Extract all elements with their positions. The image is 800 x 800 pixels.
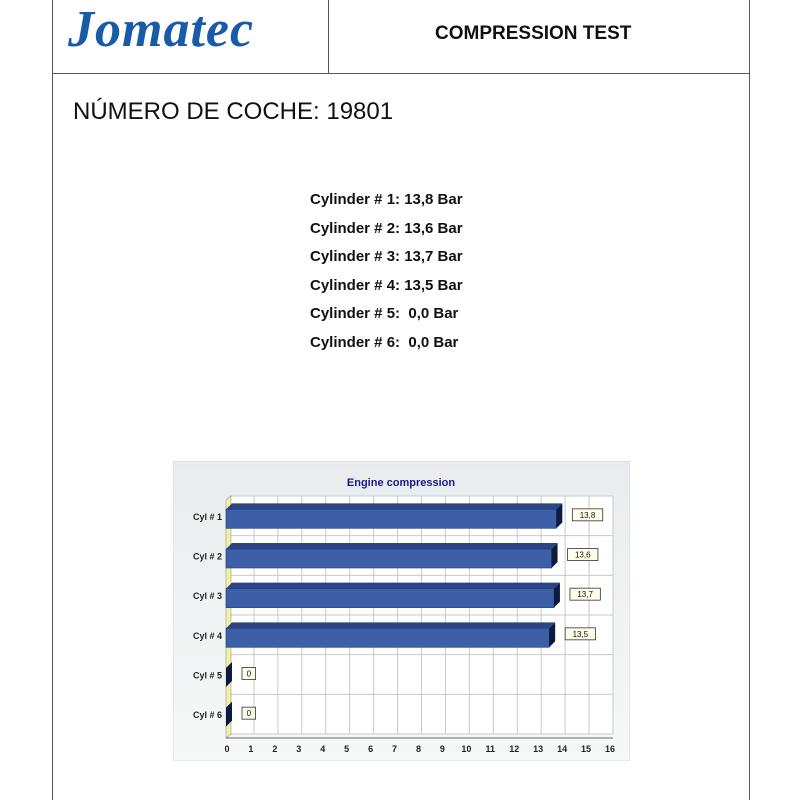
bar-top <box>226 543 558 549</box>
y-category-label: Cyl # 4 <box>192 630 222 641</box>
chart-svg <box>173 461 630 761</box>
cylinder-reading: Cylinder # 6: 0,0 Bar <box>310 333 459 351</box>
x-tick-label: 2 <box>272 744 278 754</box>
report-title: COMPRESSION TEST <box>435 23 632 44</box>
x-tick-label: 12 <box>509 744 520 754</box>
x-tick-label: 1 <box>248 744 254 754</box>
y-category-label: Cyl # 6 <box>192 710 222 721</box>
x-tick-label: 8 <box>415 744 422 754</box>
bar <box>226 509 556 528</box>
chart-title: Engine compression <box>346 477 456 489</box>
cylinder-reading: Cylinder # 3: 13,7 Bar <box>310 248 463 266</box>
value-label: 13,6 <box>574 550 591 560</box>
x-tick-label: 0 <box>224 744 230 754</box>
company-logo: Jomatec <box>68 1 255 58</box>
bar <box>226 589 554 608</box>
x-tick-label: 10 <box>461 744 472 754</box>
y-category-label: Cyl # 2 <box>192 551 222 562</box>
y-category-label: Cyl # 5 <box>192 670 222 681</box>
x-tick-label: 11 <box>485 744 496 754</box>
x-tick-label: 4 <box>320 744 326 754</box>
x-tick-label: 5 <box>344 744 350 754</box>
page-frame-left <box>52 0 53 800</box>
x-tick-label: 6 <box>368 744 374 754</box>
header-split-line <box>328 0 329 73</box>
value-label: 13,5 <box>572 629 589 639</box>
y-category-label: Cyl # 1 <box>192 511 222 522</box>
bar <box>226 628 549 647</box>
engine-compression-chart <box>173 461 630 761</box>
cylinder-reading: Cylinder # 2: 13,6 Bar <box>310 219 463 237</box>
cylinder-reading: Cylinder # 5: 0,0 Bar <box>310 305 459 323</box>
y-category-label: Cyl # 3 <box>192 591 222 602</box>
x-tick-label: 7 <box>392 744 398 754</box>
x-tick-label: 15 <box>581 744 592 754</box>
cylinder-reading: Cylinder # 1: 13,8 Bar <box>310 191 463 208</box>
bar <box>226 549 552 568</box>
car-number: NÚMERO DE COCHE: 19801 <box>73 98 394 125</box>
page-frame-right <box>749 0 750 800</box>
value-label: 13,8 <box>579 510 596 520</box>
cylinder-reading: Cylinder # 4: 13,5 Bar <box>310 276 463 294</box>
cylinder-readings-list <box>310 188 463 360</box>
x-tick-label: 3 <box>296 744 302 754</box>
value-label: 13,7 <box>577 590 593 600</box>
bar-top <box>226 583 560 589</box>
x-tick-label: 16 <box>604 744 616 754</box>
header-divider <box>52 73 750 74</box>
x-tick-label: 9 <box>439 744 445 754</box>
x-tick-label: 13 <box>533 744 544 754</box>
x-tick-label: 14 <box>557 744 568 754</box>
value-label: 0 <box>246 669 252 679</box>
bar-top <box>226 622 555 628</box>
bar-top <box>226 503 562 509</box>
value-label: 0 <box>246 709 252 719</box>
chart-wall <box>226 496 231 738</box>
